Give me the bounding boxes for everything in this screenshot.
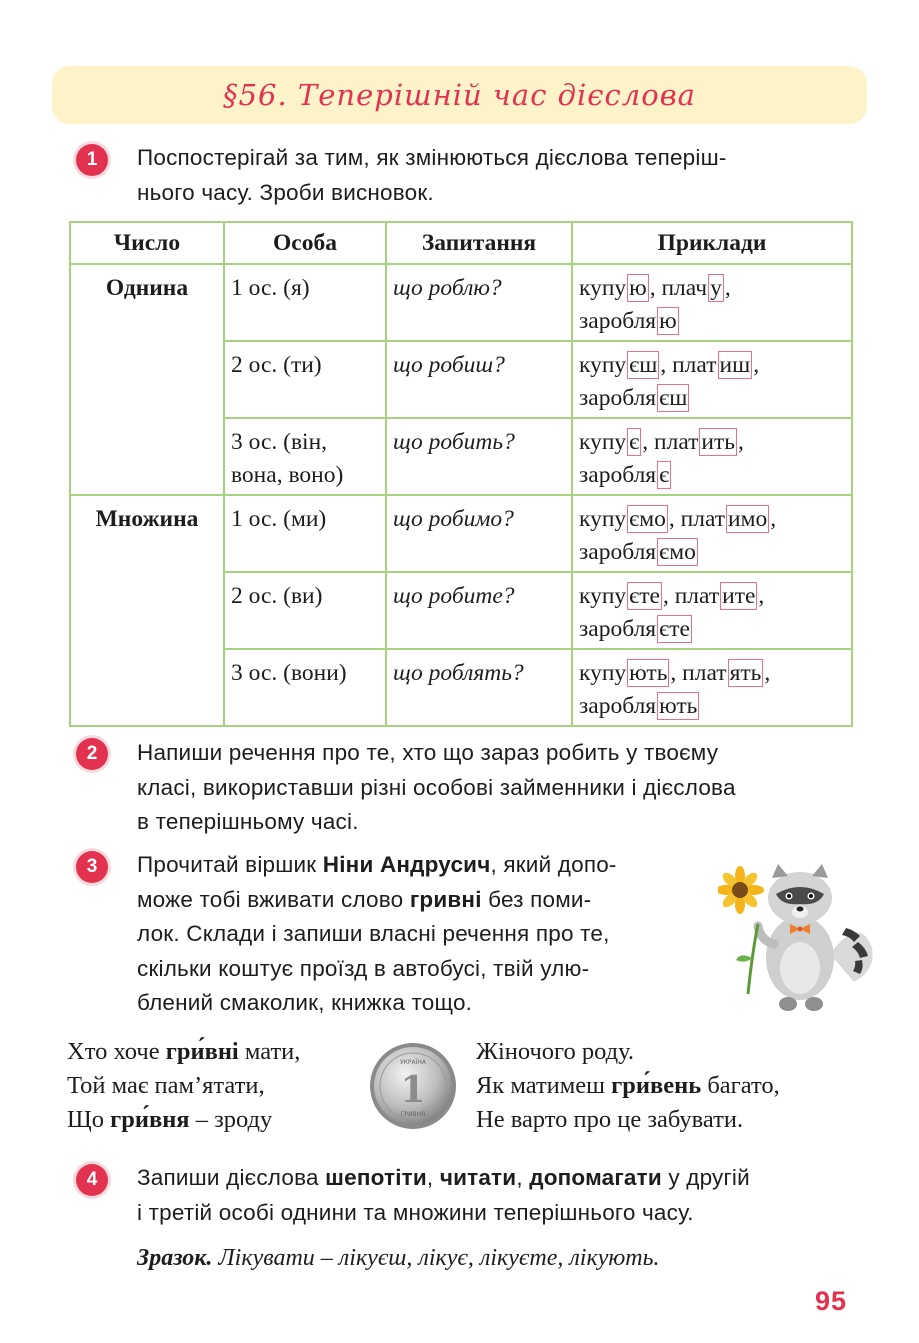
sample-label: Зразок. <box>137 1245 213 1271</box>
examples-cell <box>572 418 852 495</box>
poem-line: Той має пам’ятати, <box>67 1072 265 1099</box>
title-banner <box>52 66 867 124</box>
sample-answer <box>137 1245 660 1272</box>
verb-stem: , <box>770 506 777 532</box>
task-number-badge-3 <box>73 848 111 886</box>
example-line <box>579 613 845 646</box>
header-person: Особа <box>224 222 386 264</box>
poem-line: Що гри́вня – зроду <box>67 1106 273 1133</box>
person-line: вона, воно) <box>231 462 344 488</box>
poem-right-stanza <box>476 1035 780 1137</box>
examples-cell <box>572 649 852 726</box>
task-3-line: скільки коштує проїзд в автобусі, твій улю- <box>137 955 590 981</box>
verb-stem: , плат <box>662 583 720 609</box>
example-line <box>579 503 845 536</box>
example-line <box>579 305 845 338</box>
verb-ending: ють <box>629 660 668 686</box>
task-3-line: може тобі вживати слово гривні без поми- <box>137 886 592 912</box>
examples-cell <box>572 572 852 649</box>
person-line: 1 ос. (ми) <box>231 506 327 532</box>
verb-stem: , плач <box>649 275 708 301</box>
example-line <box>579 657 845 690</box>
verb-ending: ять <box>729 660 762 686</box>
example-line <box>579 349 845 382</box>
verb-stem: , <box>764 660 771 686</box>
poem-line: Хто хоче гри́вні мати, <box>67 1038 301 1065</box>
examples-cell <box>572 495 852 572</box>
task-number-1: 1 <box>76 144 108 176</box>
example-line <box>579 272 845 305</box>
raccoon-with-sunflower-illustration <box>718 858 878 1016</box>
header-number: Число <box>70 222 224 264</box>
question-cell: що робить? <box>386 418 572 495</box>
coin-bottom-text: ГРИВНЯ <box>400 1111 426 1118</box>
poem-line: Жіночого роду. <box>476 1038 635 1065</box>
verb-stem: купу <box>579 352 627 378</box>
verb-stem: заробля <box>579 539 657 565</box>
task-number-badge-1 <box>73 141 111 179</box>
verb-stem: заробля <box>579 308 657 334</box>
table-header-row <box>70 222 852 264</box>
task-3-line: лок. Склади і запиши власні речення про те, <box>137 921 610 946</box>
person-cell <box>224 649 386 726</box>
task-3-text <box>137 848 617 1021</box>
person-cell <box>224 495 386 572</box>
verb-ending: ите <box>722 583 756 609</box>
task-4-line: і третій особі однини та множини теперішнього часу. <box>137 1199 694 1225</box>
page-number: 95 <box>815 1286 848 1316</box>
task-number-badge-4 <box>73 1161 111 1199</box>
poem-line: Не варто про це забувати. <box>476 1106 744 1133</box>
task-2-line: класі, використавши різні особові займенники і дієслова <box>137 774 736 800</box>
table-row <box>70 264 852 341</box>
task-number-badge-2 <box>73 735 111 773</box>
verb-stem: заробля <box>579 385 657 411</box>
table-row <box>70 495 852 572</box>
number-cell: Множина <box>70 495 224 726</box>
verb-ending: иш <box>719 352 751 378</box>
verb-stem: купу <box>579 429 627 455</box>
example-line <box>579 536 845 569</box>
task-4-text <box>137 1161 750 1230</box>
page-title: §56. Теперішній час дієслова <box>223 78 696 112</box>
header-question: Запитання <box>386 222 572 264</box>
verb-stem: купу <box>579 660 627 686</box>
verb-stem: купу <box>579 583 627 609</box>
verb-ending: ємо <box>629 506 666 532</box>
verb-stem: , плат <box>668 506 726 532</box>
poem-line: Як матимеш гри́вень багато, <box>476 1072 780 1099</box>
task-2-text <box>137 736 736 840</box>
table-body <box>70 264 852 726</box>
verb-ending: ють <box>659 693 698 719</box>
person-line: 2 ос. (ви) <box>231 583 323 609</box>
task-4-line: Запиши дієслова шепотіти, читати, допомагати у другій <box>137 1165 750 1190</box>
verb-stem: , <box>758 583 765 609</box>
verb-stem: , <box>724 275 731 301</box>
verb-stem: , плат <box>660 352 717 378</box>
verb-stem: заробля <box>579 616 657 642</box>
verb-ending: є <box>629 429 640 455</box>
question-cell: що робиш? <box>386 341 572 418</box>
verb-ending: имо <box>728 506 768 532</box>
verb-conjugation-table <box>69 221 853 727</box>
number-cell: Однина <box>70 264 224 495</box>
coin-digit: 1 <box>400 1069 426 1111</box>
verb-ending: ить <box>701 429 735 455</box>
verb-ending: у <box>710 275 722 301</box>
example-line <box>579 382 845 415</box>
person-cell <box>224 264 386 341</box>
person-line: 2 ос. (ти) <box>231 352 322 378</box>
verb-stem: , <box>753 352 760 378</box>
person-cell <box>224 418 386 495</box>
verb-ending: ю <box>629 275 647 301</box>
example-line <box>579 426 845 459</box>
question-cell: що робите? <box>386 572 572 649</box>
keyword-hryvni: гривні <box>409 886 482 912</box>
task-number-3: 3 <box>76 851 108 883</box>
task-number-4: 4 <box>76 1164 108 1196</box>
verb-stem: , плат <box>670 660 727 686</box>
person-line: 1 ос. (я) <box>231 275 310 301</box>
task-2-line: Напиши речення про те, хто що зараз робить у твоєму <box>137 740 719 765</box>
coin-top-text: УКРАЇНА <box>399 1059 427 1066</box>
verb-ending: єте <box>629 583 660 609</box>
task-number-2: 2 <box>76 738 108 770</box>
hryvnia-coin-illustration <box>368 1040 458 1132</box>
examples-cell <box>572 341 852 418</box>
verb-stem: купу <box>579 275 627 301</box>
question-cell: що роблять? <box>386 649 572 726</box>
person-cell <box>224 341 386 418</box>
verb-stem: заробля <box>579 462 657 488</box>
verb-ending: єте <box>659 616 690 642</box>
example-line <box>579 580 845 613</box>
author-name: Ніни Андрусич <box>322 852 491 877</box>
verb-ending: є <box>659 462 670 488</box>
task-3-line: Прочитай віршик Ніни Андрусич, який допо- <box>137 852 617 877</box>
task-1-line: нього часу. Зроби висновок. <box>137 179 434 205</box>
task-2-line: в теперішньому часі. <box>137 809 359 834</box>
person-line: 3 ос. (він, <box>231 429 328 455</box>
question-cell: що робимо? <box>386 495 572 572</box>
verb-ending: єш <box>629 352 658 378</box>
verb-ending: ємо <box>659 539 696 565</box>
example-line <box>579 459 845 492</box>
sample-text: Лікувати – лікуєш, лікує, лікуєте, лікують. <box>212 1245 660 1271</box>
task-3-line: блений смаколик, книжка тощо. <box>137 990 473 1015</box>
poem-left-stanza <box>67 1035 300 1137</box>
verb-stem: , <box>738 429 744 455</box>
person-cell <box>224 572 386 649</box>
example-line <box>579 690 845 723</box>
task-1-text <box>137 141 727 210</box>
verb-stem: купу <box>579 506 627 532</box>
person-line: 3 ос. (вони) <box>231 660 347 686</box>
verb-ending: ю <box>659 308 677 334</box>
examples-cell <box>572 264 852 341</box>
verb-stem: , плат <box>642 429 699 455</box>
header-examples: Приклади <box>572 222 852 264</box>
verb-stem: заробля <box>579 693 657 719</box>
verb-ending: єш <box>659 385 688 411</box>
question-cell: що роблю? <box>386 264 572 341</box>
task-1-line: Поспостерігай за тим, як змінюються дієслова теперіш- <box>137 145 727 170</box>
